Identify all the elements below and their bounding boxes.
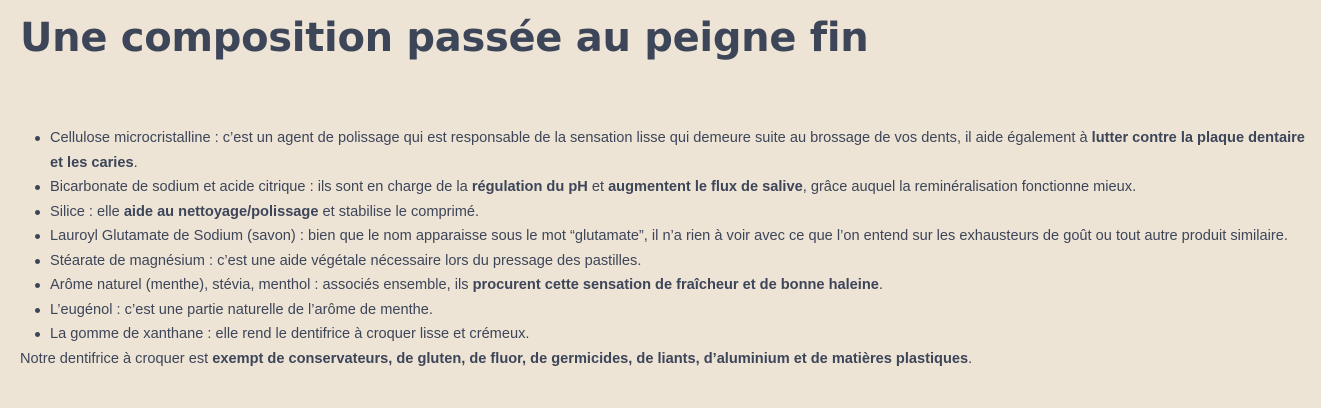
list-item: L’eugénol : c’est une partie naturelle de l’arôme de menthe. <box>50 298 1310 323</box>
footer-statement: Notre dentifrice à croquer est exempt de conservateurs, de gluten, de fluor, de germicides, de liants, d’aluminium et de matières plastiques. <box>20 350 973 367</box>
list-item: La gomme de xanthane : elle rend le dentifrice à croquer lisse et crémeux. <box>50 322 1310 347</box>
list-item: Cellulose microcristalline : c’est un agent de polissage qui est responsable de la sensation lisse qui demeure suite au brossage de vos dents, il aide également à lutter contre la plaque dentaire et les caries. <box>50 126 1310 175</box>
list-item: Arôme naturel (menthe), stévia, menthol : associés ensemble, ils procurent cette sensation de fraîcheur et de bonne haleine. <box>50 273 1310 298</box>
list-item: Bicarbonate de sodium et acide citrique : ils sont en charge de la régulation du pH et augmentent le flux de salive, grâce auquel la reminéralisation fonctionne mieux. <box>50 175 1310 200</box>
page-title: Une composition passée au peigne fin <box>20 15 869 61</box>
list-item: Lauroyl Glutamate de Sodium (savon) : bien que le nom apparaisse sous le mot “glutamate”, il n’a rien à voir avec ce que l’on entend sur les exhausteurs de goût ou tout autre produit similaire. <box>50 224 1310 249</box>
list-item: Silice : elle aide au nettoyage/polissage et stabilise le comprimé. <box>50 200 1310 225</box>
list-item: Stéarate de magnésium : c’est une aide végétale nécessaire lors du pressage des pastilles. <box>50 249 1310 274</box>
ingredient-list <box>20 126 1310 347</box>
